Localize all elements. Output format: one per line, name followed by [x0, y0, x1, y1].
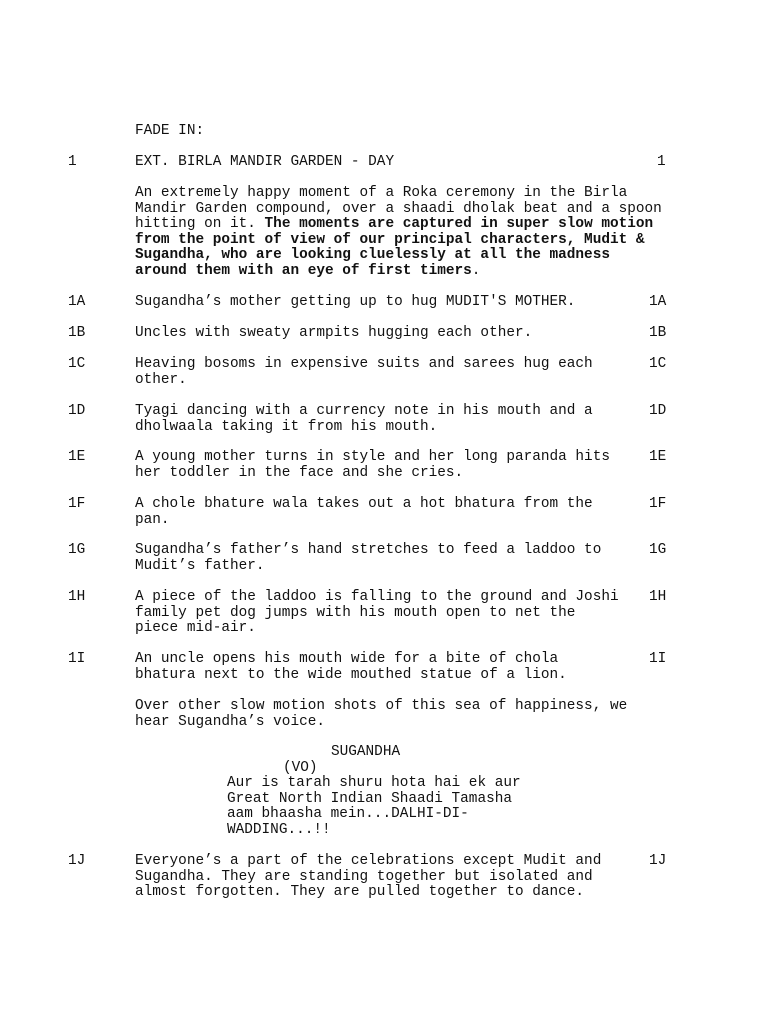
- shot-text: Sugandha’s mother getting up to hug MUDIT'S MOTHER.: [135, 294, 576, 310]
- intro-line: An extremely happy moment of a Roka ceremony in the Birla: [135, 185, 628, 201]
- shot-text: Uncles with sweaty armpits hugging each other.: [135, 325, 533, 341]
- character-name: SUGANDHA: [331, 744, 401, 760]
- shot-number-left: 1A: [68, 294, 86, 310]
- parenthetical: (VO): [283, 760, 318, 776]
- scene-number-left: 1: [68, 154, 77, 170]
- dialogue-text: Aur is tarah shuru hota hai ek aur Great North Indian Shaadi Tamasha aam bhaasha mein...DALHI-DI- WADDING...!!: [227, 775, 521, 838]
- shot-number-left: 1F: [68, 496, 86, 512]
- shot-number-left: 1H: [68, 589, 86, 605]
- intro-line-bold: from the point of view of our principal characters, Mudit &: [135, 231, 645, 248]
- shot-text: Heaving bosoms in expensive suits and sarees hug each other.: [135, 356, 593, 388]
- shot-text: A young mother turns in style and her long paranda hits her toddler in the face and she cries.: [135, 449, 610, 481]
- shot-number-right: 1H: [649, 589, 667, 605]
- intro-paragraph: [135, 186, 680, 280]
- shot-number-left: 1D: [68, 403, 86, 419]
- shot-number-right: 1B: [649, 325, 667, 341]
- shot-text: A piece of the laddoo is falling to the ground and Joshi family pet dog jumps with his mouth open to net the piece mid-air.: [135, 589, 619, 637]
- action-paragraph: Over other slow motion shots of this sea of happiness, we hear Sugandha’s voice.: [135, 698, 628, 730]
- shot-number-left: 1C: [68, 356, 86, 372]
- scene-number-right: 1: [657, 154, 666, 170]
- scene-heading: EXT. BIRLA MANDIR GARDEN - DAY: [135, 154, 395, 170]
- shot-number-left: 1I: [68, 651, 86, 667]
- shot-text: Sugandha’s father’s hand stretches to feed a laddoo to Mudit’s father.: [135, 542, 602, 574]
- shot-number-left: 1G: [68, 542, 86, 558]
- intro-line-bold: around them with an eye of first timers: [135, 262, 472, 279]
- shot-number-right: 1G: [649, 542, 667, 558]
- shot-number-left: 1B: [68, 325, 86, 341]
- shot-number-right: 1J: [649, 853, 667, 869]
- shot-number-left: 1E: [68, 449, 86, 465]
- shot-text: A chole bhature wala takes out a hot bhatura from the pan.: [135, 496, 593, 528]
- intro-line-bold: The moments are captured in super slow motion: [264, 216, 654, 233]
- shot-number-left: 1J: [68, 853, 86, 869]
- intro-line: hitting on it.: [135, 216, 265, 233]
- shot-text: An uncle opens his mouth wide for a bite of chola bhatura next to the wide mouthed statue of a lion.: [135, 651, 567, 683]
- transition: FADE IN:: [135, 123, 205, 139]
- shot-number-right: 1I: [649, 651, 667, 667]
- shot-number-right: 1A: [649, 294, 667, 310]
- shot-text: Everyone’s a part of the celebrations except Mudit and Sugandha. They are standing together but isolated and almost forgotten. They are pulled together to dance.: [135, 853, 602, 901]
- shot-number-right: 1D: [649, 403, 667, 419]
- intro-line: .: [471, 262, 481, 279]
- shot-text: Tyagi dancing with a currency note in his mouth and a dholwaala taking it from his mouth.: [135, 403, 593, 435]
- intro-line-bold: Sugandha, who are looking cluelessly at all the madness: [135, 247, 610, 264]
- shot-number-right: 1C: [649, 356, 667, 372]
- intro-line: Mandir Garden compound, over a shaadi dholak beat and a spoon: [135, 200, 662, 217]
- shot-number-right: 1F: [649, 496, 667, 512]
- shot-number-right: 1E: [649, 449, 667, 465]
